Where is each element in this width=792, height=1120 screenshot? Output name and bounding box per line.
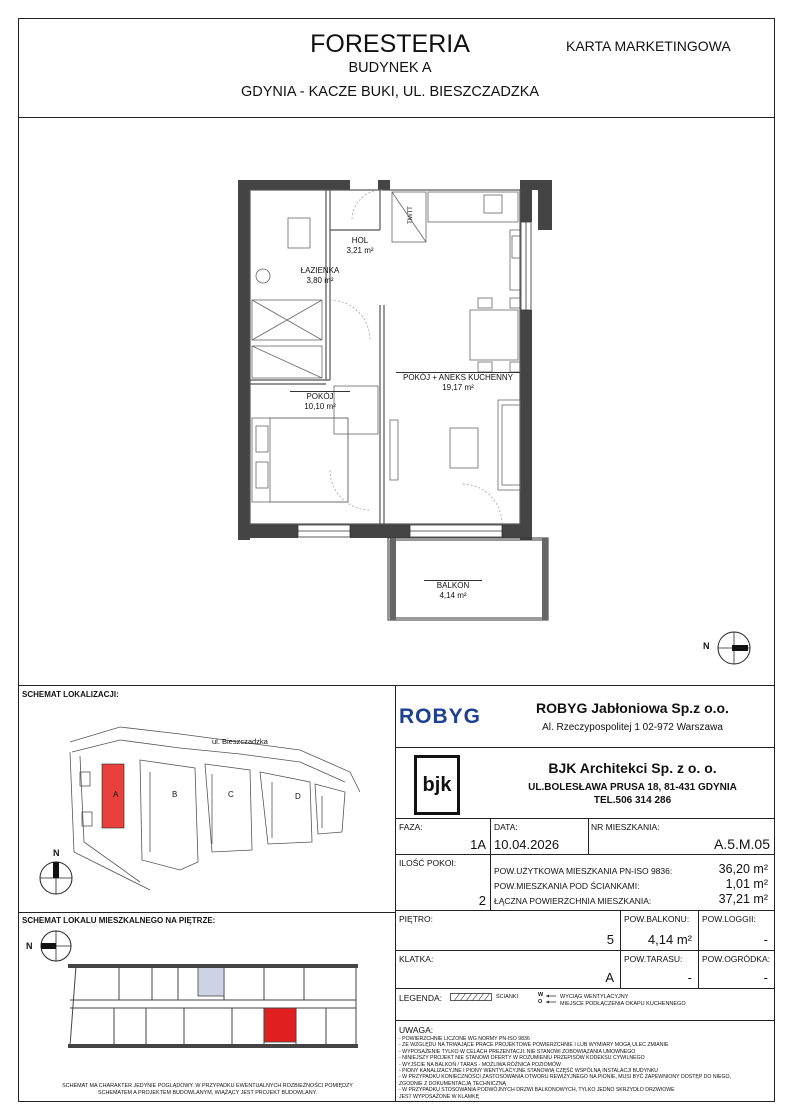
- area-value-laczna: 37,21 m²: [718, 892, 768, 906]
- pietro-value: 5: [606, 932, 614, 947]
- room-balkon: BALKON 4,14 m²: [424, 580, 482, 601]
- area-label-laczna: ŁĄCZNA POWIERZCHNIA MIESZKANIA:: [494, 896, 652, 906]
- faza-value: 1A: [470, 837, 486, 852]
- notes-list: - POWIERZCHNIE LICZONE WG NORMY PN-ISO 9836 - ZE WZGLĘDU NA TRWAJĄCE PRACE PROJEKTOWE POWIERZCHNIE I LUB WYMIARY MOGĄ ULEC ZMIANIE - WYPOSAŻENIE TYLKO W CELACH PREZENTACJI. NIE STANOWI ZOBOWIĄZANIA UMOWNEGO - NINIEJSZY PROJEKT NIE STANOWI OFERTY W ROZUMIENIU PRZEPISÓW KODEKSU CYWILNEGO - WYJŚCIE NA BALKON / TARAS - MOŻLIWA RÓŻNICA POZIOMÓW - PIONY KANALIZACYJNE I PIONY WENTYLACYJNE STANOWIĄ CZĘŚĆ WSPÓLNĄ INSTALACJI BUDYNKU - W PRZYPADKU KONIECZNOŚCI ZASTOSOWANIA OTWORU REWIZYJNEGO NA PIONIE, MUSI BYĆ ZAPEWNIONY DOSTĘP DO NIEGO, ZGODNIE Z DOKUMENTACJĄ TECHNICZNĄ - W PRZYPADKU STOSOWANIA PODWÓJNYCH DRZWI BALKONOWYCH, TYLKO JEDNO SKRZYDŁO DRZWIOWE JEST WYPOSAŻONE W KLAMKĘ: [399, 1036, 732, 1100]
- room-lazienka: ŁAZIENKA 3,80 m²: [300, 266, 340, 285]
- balkon-label: POW.BALKONU:: [624, 914, 690, 924]
- grid-line: [698, 910, 699, 988]
- document-type: KARTA MARKETINGOWA: [566, 38, 731, 54]
- legend-scianki: ŚCIANKI: [496, 994, 519, 1000]
- legenda-label: LEGENDA:: [399, 993, 442, 1003]
- plan-compass-icon: [712, 628, 752, 668]
- pietro-label: PIĘTRO:: [399, 914, 434, 924]
- area-value-scianki: 1,01 m²: [725, 877, 768, 891]
- grid-line: [395, 818, 775, 819]
- developer-divider: [395, 747, 775, 748]
- location-map: [60, 712, 360, 892]
- location-street-label: ul. Bieszczadzka: [212, 737, 268, 746]
- grid-line: [395, 950, 775, 951]
- developer-address: Al. Rzeczypospolitej 1 02-972 Warszawa: [542, 722, 723, 733]
- legend-okap: MIEJSCE PODŁĄCZENIA OKAPU KUCHENNEGO: [560, 1001, 686, 1007]
- robyg-logo: ROBYG: [399, 705, 482, 728]
- grid-line: [395, 854, 775, 855]
- data-label: DATA:: [494, 822, 518, 832]
- location-building-b: B: [172, 790, 178, 799]
- location-compass-letter: N: [53, 848, 60, 858]
- loggia-value: -: [763, 932, 768, 947]
- area-label-uzytkowa: POW.UŻYTKOWA MIESZKANIA PN-ISO 9836:: [494, 866, 673, 876]
- project-address: GDYNIA - KACZE BUKI, UL. BIESZCZADZKA: [240, 84, 540, 100]
- header-divider: [18, 117, 775, 118]
- pokoje-value: 2: [478, 893, 486, 908]
- architect-address: UL.BOLESŁAWA PRUSA 18, 81-431 GDYNIA: [528, 782, 737, 793]
- floor-scheme-note: SCHEMAT MA CHARAKTER JEDYNIE POGLĄDOWY. W PRZYPADKU EWENTUALNYCH ROZBIEŻNOŚCI POMIĘDZY SCHEMATEM A PROJEKTEM BUDOWLANYM, WIĄŻĄCY JEST PROJEKT BUDOWLANY.: [62, 1083, 353, 1096]
- room-hol: HOL 3,21 m²: [346, 236, 374, 255]
- faza-label: FAZA:: [399, 822, 423, 832]
- grid-line: [395, 1020, 775, 1021]
- ogrodek-value: -: [763, 970, 768, 985]
- nr-value: A.5.M.05: [713, 836, 770, 852]
- floor-compass-letter: N: [26, 941, 33, 951]
- grid-line: [395, 910, 775, 911]
- data-value: 10.04.2026: [494, 837, 560, 852]
- location-title: SCHEMAT LOKALIZACJI:: [22, 690, 119, 699]
- room-pokoj: POKÓJ 10,10 m²: [290, 391, 350, 412]
- area-label-scianki: POW.MIESZKANIA POD ŚCIANKAMI:: [494, 881, 640, 891]
- grid-line: [490, 818, 491, 910]
- schemes-divider: [18, 912, 395, 913]
- legend-vent: WYCIĄG WENTYLACYJNY: [560, 994, 629, 1000]
- location-building-d: D: [295, 792, 301, 801]
- bjk-logo: bjk: [414, 755, 460, 815]
- room-pokoj-aneks: POKÓJ + ANEKS KUCHENNY 19,17 m²: [396, 372, 520, 393]
- klatka-label: KLATKA:: [399, 954, 434, 964]
- grid-line: [620, 910, 621, 988]
- taras-label: POW.TARASU:: [624, 954, 683, 964]
- legend-w-symbol: W: [538, 992, 544, 998]
- nr-label: NR MIESZKANIA:: [591, 822, 660, 832]
- vent-shaft-label: TM/TT: [407, 206, 414, 224]
- balkon-value: 4,14 m²: [647, 932, 692, 947]
- floor-scheme-plan: [64, 958, 364, 1058]
- location-building-c: C: [228, 790, 234, 799]
- legend-o-symbol: O: [538, 999, 543, 1005]
- building-name: BUDYNEK A: [348, 60, 432, 76]
- pokoje-label: ILOŚĆ POKOI:: [399, 858, 457, 868]
- arrow-icon: [544, 993, 558, 1005]
- lower-divider: [18, 685, 775, 686]
- project-name: FORESTERIA: [310, 30, 470, 58]
- apartment-floor-plan: [230, 170, 560, 630]
- location-compass-icon: [36, 858, 76, 898]
- klatka-value: A: [605, 970, 614, 985]
- scianki-hatch-icon: [450, 993, 492, 1001]
- floor-scheme-title: SCHEMAT LOKALU MIESZKALNEGO NA PIĘTRZE:: [22, 916, 216, 925]
- developer-name: ROBYG Jabłoniowa Sp.z o.o.: [536, 700, 729, 716]
- ogrodek-label: POW.OGRÓDKA:: [702, 954, 771, 964]
- architect-name: BJK Architekci Sp. z o. o.: [548, 760, 717, 776]
- uwaga-label: UWAGA:: [399, 1025, 434, 1035]
- taras-value: -: [687, 970, 692, 985]
- architect-phone: TEL.506 314 286: [593, 795, 672, 806]
- location-building-a: A: [113, 790, 119, 799]
- grid-line: [395, 988, 775, 989]
- plan-compass-letter: N: [703, 641, 710, 651]
- grid-line: [588, 818, 589, 854]
- loggia-label: POW.LOGGII:: [702, 914, 756, 924]
- area-value-uzytkowa: 36,20 m²: [718, 862, 768, 876]
